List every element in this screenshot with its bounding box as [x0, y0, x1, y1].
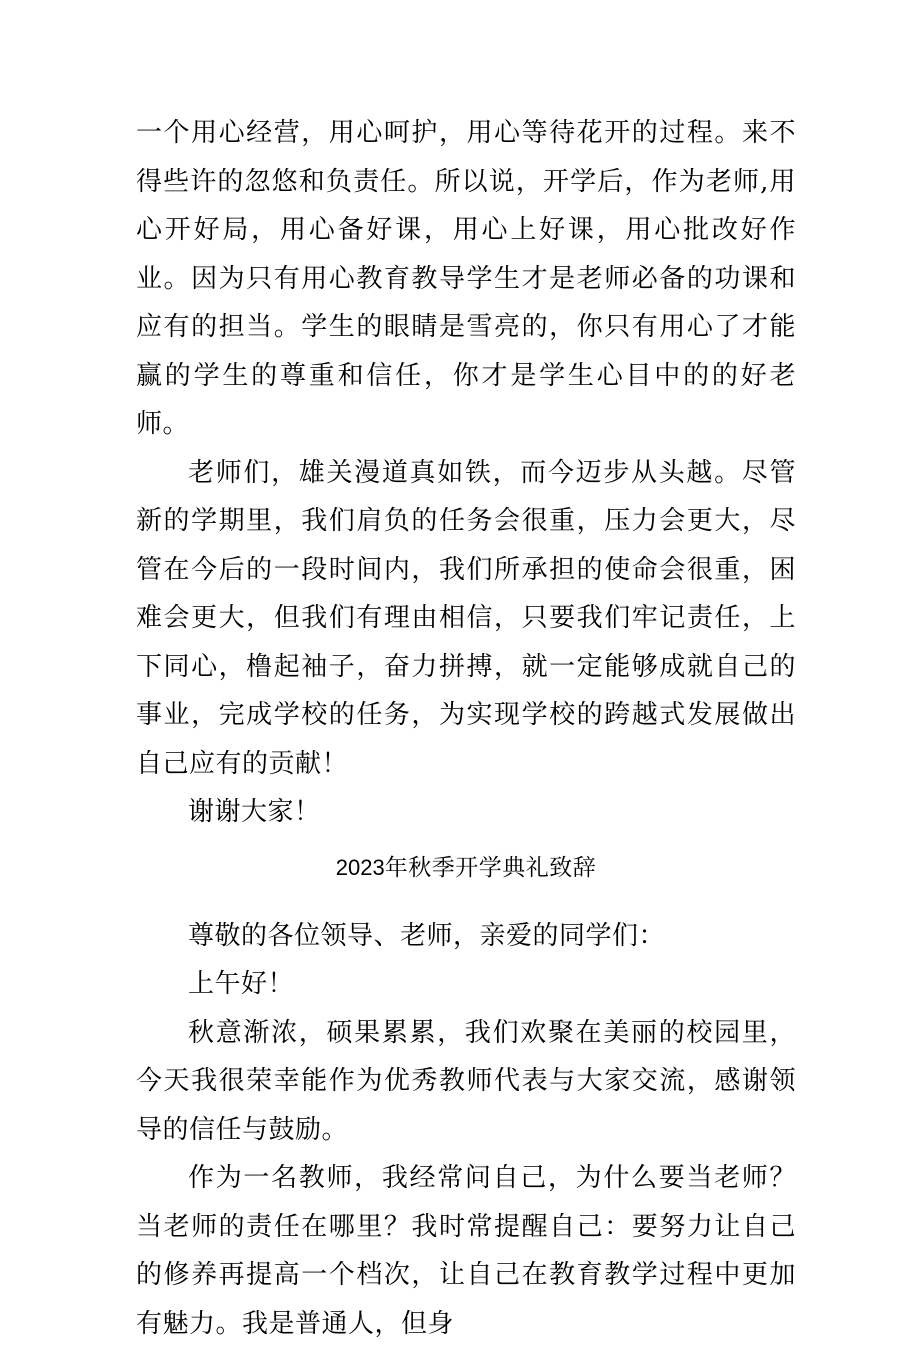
paragraph-opening: 秋意渐浓，硕果累累，我们欢聚在美丽的校园里，今天我很荣幸能作为优秀教师代表与大家交流，感谢领导的信任与鼓励。	[136, 1017, 796, 1145]
paragraph-reflection: 作为一名教师，我经常问自己，为什么要当老师？当老师的责任在哪里？我时常提醒自己：要努力让自己的修养再提高一个档次，让自己在教育教学过程中更加有魅力。我是普通人，但身	[136, 1163, 796, 1339]
speech-title	[136, 844, 796, 892]
speech-title-text: 年秋季开学典礼致辞	[384, 854, 597, 881]
paragraph-salutation: 尊敬的各位领导、老师，亲爱的同学们：	[188, 920, 666, 951]
paragraph-thanks: 谢谢大家！	[188, 797, 321, 827]
paragraph-continuation: 一个用心经营，用心呵护，用心等待花开的过程。来不得些许的忽悠和负责任。所以说，开学后，作为老师,用心开好局，用心备好课，用心上好课，用心批改好作业。因为只有用心教育教导学生才是老师必备的功课和应有的担当。学生的眼睛是雪亮的，你只有用心了才能赢的学生的尊重和信任，你才是学生心目中的的好老师。	[136, 118, 796, 439]
paragraph-closing-remarks: 老师们，雄关漫道真如铁，而今迈步从头越。尽管新的学期里，我们肩负的任务会很重，压力会更大，尽管在今后的一段时间内，我们所承担的使命会很重，困难会更大，但我们有理由相信，只要我们牢记责任，上下同心，橹起袖子，奋力拼搏，就一定能够成就自己的事业，完成学校的任务，为实现学校的跨越式发展做出自己应有的贡献！	[136, 457, 796, 779]
speech-title-year: 2023	[335, 854, 385, 880]
document-body	[136, 109, 796, 1348]
paragraph-greeting: 上午好！	[188, 969, 295, 999]
